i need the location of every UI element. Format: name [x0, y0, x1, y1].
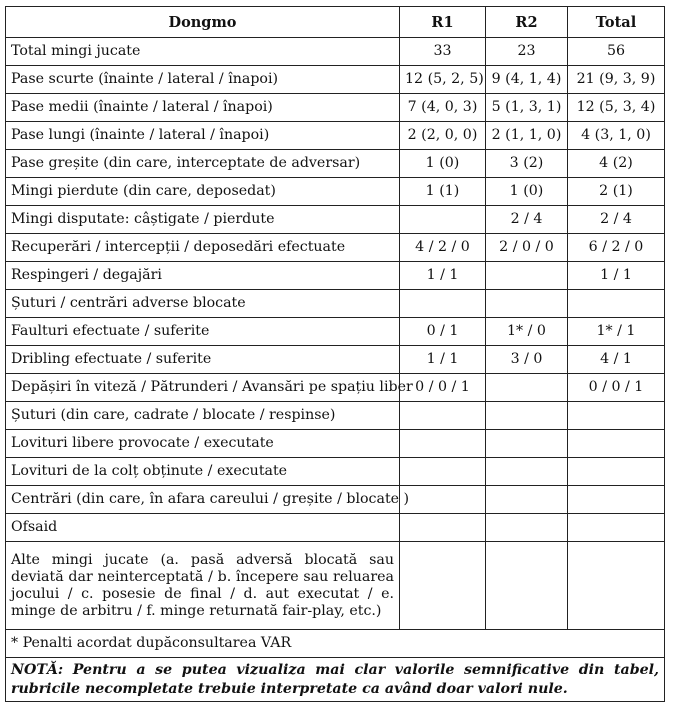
table-row	[6, 542, 665, 630]
cell-r1: 12 (5, 2, 5)	[400, 66, 486, 94]
row-label: Depășiri în viteză / Pătrunderi / Avansări pe spațiu liber	[6, 374, 400, 402]
table-row	[6, 514, 665, 542]
header-r1: R1	[400, 7, 486, 38]
cell-r2: 9 (4, 1, 4)	[486, 66, 568, 94]
note: NOTĂ: Pentru a se putea vizualiza mai clar valorile semnificative din tabel, rubricile necompletate trebuie interpretate ca având doar valori nule.	[6, 658, 665, 702]
cell-total	[568, 514, 665, 542]
cell-r1	[400, 430, 486, 458]
cell-r2	[486, 290, 568, 318]
row-label: Șuturi / centrări adverse blocate	[6, 290, 400, 318]
cell-total	[568, 402, 665, 430]
footnote: * Penalti acordat dupăconsultarea VAR	[6, 630, 665, 658]
cell-r2	[486, 374, 568, 402]
table-row	[6, 262, 665, 290]
row-label: Dribling efectuate / suferite	[6, 346, 400, 374]
header-r2: R2	[486, 7, 568, 38]
table-row	[6, 486, 665, 514]
cell-r2	[486, 486, 568, 514]
row-label: Pase medii (înainte / lateral / înapoi)	[6, 94, 400, 122]
cell-total: 4 (2)	[568, 150, 665, 178]
cell-total: 56	[568, 38, 665, 66]
cell-r2: 1 (0)	[486, 178, 568, 206]
cell-total	[568, 542, 665, 630]
row-label: Mingi pierdute (din care, deposedat)	[6, 178, 400, 206]
row-label: Recuperări / intercepții / deposedări efectuate	[6, 234, 400, 262]
cell-total	[568, 486, 665, 514]
cell-r1: 2 (2, 0, 0)	[400, 122, 486, 150]
cell-r1: 1 / 1	[400, 346, 486, 374]
cell-r1	[400, 206, 486, 234]
cell-r2: 2 / 4	[486, 206, 568, 234]
table-row	[6, 234, 665, 262]
cell-r1	[400, 514, 486, 542]
table-row	[6, 66, 665, 94]
row-label: Mingi disputate: câștigate / pierdute	[6, 206, 400, 234]
cell-total	[568, 290, 665, 318]
row-label: Faulturi efectuate / suferite	[6, 318, 400, 346]
cell-total: 2 (1)	[568, 178, 665, 206]
table-row	[6, 374, 665, 402]
table-row	[6, 290, 665, 318]
cell-r1: 1 / 1	[400, 262, 486, 290]
row-label: Pase lungi (înainte / lateral / înapoi)	[6, 122, 400, 150]
cell-r1: 4 / 2 / 0	[400, 234, 486, 262]
header-total: Total	[568, 7, 665, 38]
row-label: Centrări (din care, în afara careului / greșite / blocate )	[6, 486, 400, 514]
cell-r1: 0 / 0 / 1	[400, 374, 486, 402]
cell-r1	[400, 542, 486, 630]
row-label: Pase greșite (din care, interceptate de adversar)	[6, 150, 400, 178]
cell-total: 1 / 1	[568, 262, 665, 290]
cell-r2: 5 (1, 3, 1)	[486, 94, 568, 122]
cell-r2	[486, 402, 568, 430]
table-row	[6, 458, 665, 486]
cell-total	[568, 430, 665, 458]
table-row	[6, 430, 665, 458]
row-label: Respingeri / degajări	[6, 262, 400, 290]
cell-total: 2 / 4	[568, 206, 665, 234]
cell-total: 6 / 2 / 0	[568, 234, 665, 262]
cell-total: 4 / 1	[568, 346, 665, 374]
row-label: Lovituri de la colț obținute / executate	[6, 458, 400, 486]
cell-total	[568, 458, 665, 486]
cell-total: 21 (9, 3, 9)	[568, 66, 665, 94]
row-label: Lovituri libere provocate / executate	[6, 430, 400, 458]
cell-r2	[486, 514, 568, 542]
table-row	[6, 206, 665, 234]
table-row	[6, 178, 665, 206]
row-label: Total mingi jucate	[6, 38, 400, 66]
cell-r1: 33	[400, 38, 486, 66]
cell-r2	[486, 430, 568, 458]
table-row	[6, 94, 665, 122]
cell-r1: 0 / 1	[400, 318, 486, 346]
table-row	[6, 122, 665, 150]
cell-r2	[486, 458, 568, 486]
cell-total: 0 / 0 / 1	[568, 374, 665, 402]
cell-r2: 2 / 0 / 0	[486, 234, 568, 262]
header-row	[6, 7, 665, 38]
cell-r2: 1* / 0	[486, 318, 568, 346]
cell-r2: 2 (1, 1, 0)	[486, 122, 568, 150]
cell-total: 4 (3, 1, 0)	[568, 122, 665, 150]
cell-r1	[400, 290, 486, 318]
cell-r1: 1 (1)	[400, 178, 486, 206]
row-label: Pase scurte (înainte / lateral / înapoi)	[6, 66, 400, 94]
cell-r2: 3 / 0	[486, 346, 568, 374]
row-label: Șuturi (din care, cadrate / blocate / respinse)	[6, 402, 400, 430]
cell-r1	[400, 458, 486, 486]
cell-r2	[486, 542, 568, 630]
header-player: Dongmo	[6, 7, 400, 38]
footnote-row	[6, 630, 665, 658]
table-row	[6, 38, 665, 66]
row-label: Ofsaid	[6, 514, 400, 542]
cell-r1	[400, 402, 486, 430]
cell-r1: 1 (0)	[400, 150, 486, 178]
cell-r2	[486, 262, 568, 290]
table-row	[6, 150, 665, 178]
table-row	[6, 402, 665, 430]
stats-table	[5, 6, 665, 702]
cell-r2: 23	[486, 38, 568, 66]
note-row	[6, 658, 665, 702]
cell-r1: 7 (4, 0, 3)	[400, 94, 486, 122]
cell-r1	[400, 486, 486, 514]
row-label: Alte mingi jucate (a. pasă adversă blocată sau deviată dar neinterceptată / b. începere sau reluarea jocului / c. posesie de final / d. aut executat / e. minge de arbitru / f. minge returnată fair-play, etc.)	[6, 542, 400, 630]
cell-total: 1* / 1	[568, 318, 665, 346]
table-row	[6, 346, 665, 374]
table-row	[6, 318, 665, 346]
cell-r2: 3 (2)	[486, 150, 568, 178]
cell-total: 12 (5, 3, 4)	[568, 94, 665, 122]
